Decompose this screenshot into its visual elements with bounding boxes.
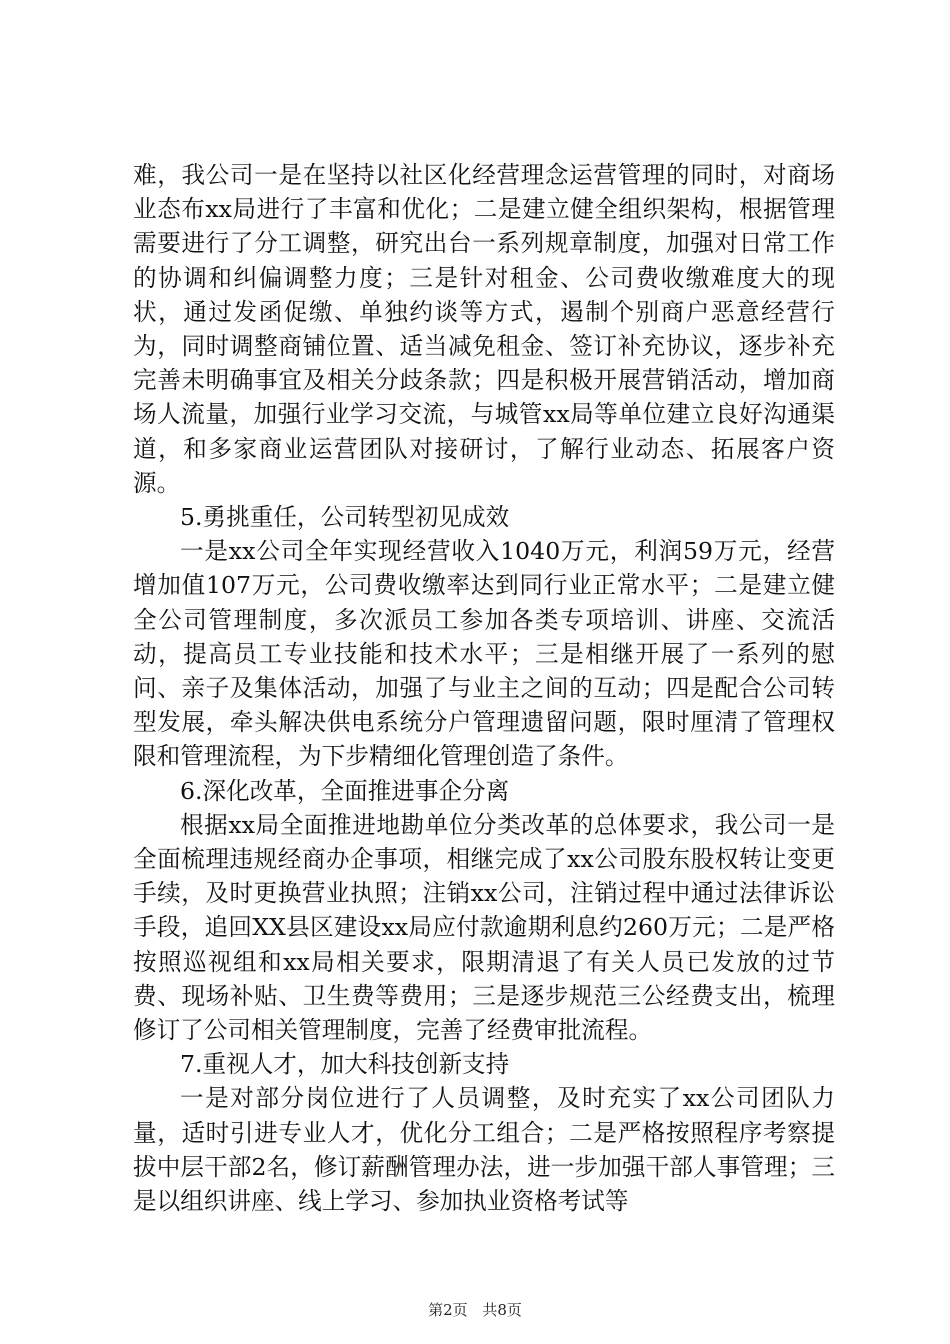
paragraph-3: 根据xx局全面推进地勘单位分类改革的总体要求，我公司一是全面梳理违规经商办企事项，相继完成了xx公司股东股权转让变更手续，及时更换营业执照；注销xx公司，注销过程中通过法律诉讼手段，追回XX县区建设xx局应付款逾期利息约260万元；二是严格按照巡视组和xx局相关要求，限期清退了有关人员已发放的过节费、现场补贴、卫生费等费用；三是逐步规范三公经费支出，梳理修订了公司相关管理制度，完善了经费审批流程。 (133, 810, 835, 1045)
paragraph-4: 一是对部分岗位进行了人员调整，及时充实了xx公司团队力量，适时引进专业人才，优化分工组合；二是严格按照程序考察提拔中层干部2名，修订薪酬管理办法，进一步加强干部人事管理；三是以组织讲座、线上学习、参加执业资格考试等 (133, 1084, 835, 1216)
page-number: 第2页 (428, 1301, 468, 1319)
paragraph-2: 一是xx公司全年实现经营收入1040万元，利润59万元，经营增加值107万元，公司费收缴率达到同行业正常水平；二是建立健全公司管理制度，多次派员工参加各类专项培训、讲座、交流活动，提高员工专业技能和技术水平；三是相继开展了一系列的慰问、亲子及集体活动，加强了与业主之间的互动；四是配合公司转型发展，牵头解决供电系统分户管理遗留问题，限时厘清了管理权限和管理流程，为下步精细化管理创造了条件。 (133, 537, 835, 771)
document-body (133, 158, 835, 1218)
page-total: 共8页 (482, 1301, 522, 1319)
section-heading-7: 7.重视人才，加大科技创新支持 (180, 1050, 510, 1079)
section-heading-5: 5.勇挑重任，公司转型初见成效 (180, 503, 510, 532)
section-heading-6: 6.深化改革，全面推进事企分离 (180, 776, 510, 805)
page-footer (0, 1300, 950, 1320)
paragraph-1: 难，我公司一是在坚持以社区化经营理念运营管理的同时，对商场业态布xx局进行了丰富和优化；二是建立健全组织架构，根据管理需要进行了分工调整，研究出台一系列规章制度，加强对日常工作的协调和纠偏调整力度；三是针对租金、公司费收缴难度大的现状，通过发函促缴、单独约谈等方式，遏制个别商户恶意经营行为，同时调整商铺位置、适当减免租金、签订补充协议，逐步补充完善未明确事宜及相关分歧条款；四是积极开展营销活动，增加商场人流量，加强行业学习交流，与城管xx局等单位建立良好沟通渠道，和多家商业运营团队对接研讨，了解行业动态、拓展客户资源。 (133, 161, 835, 497)
